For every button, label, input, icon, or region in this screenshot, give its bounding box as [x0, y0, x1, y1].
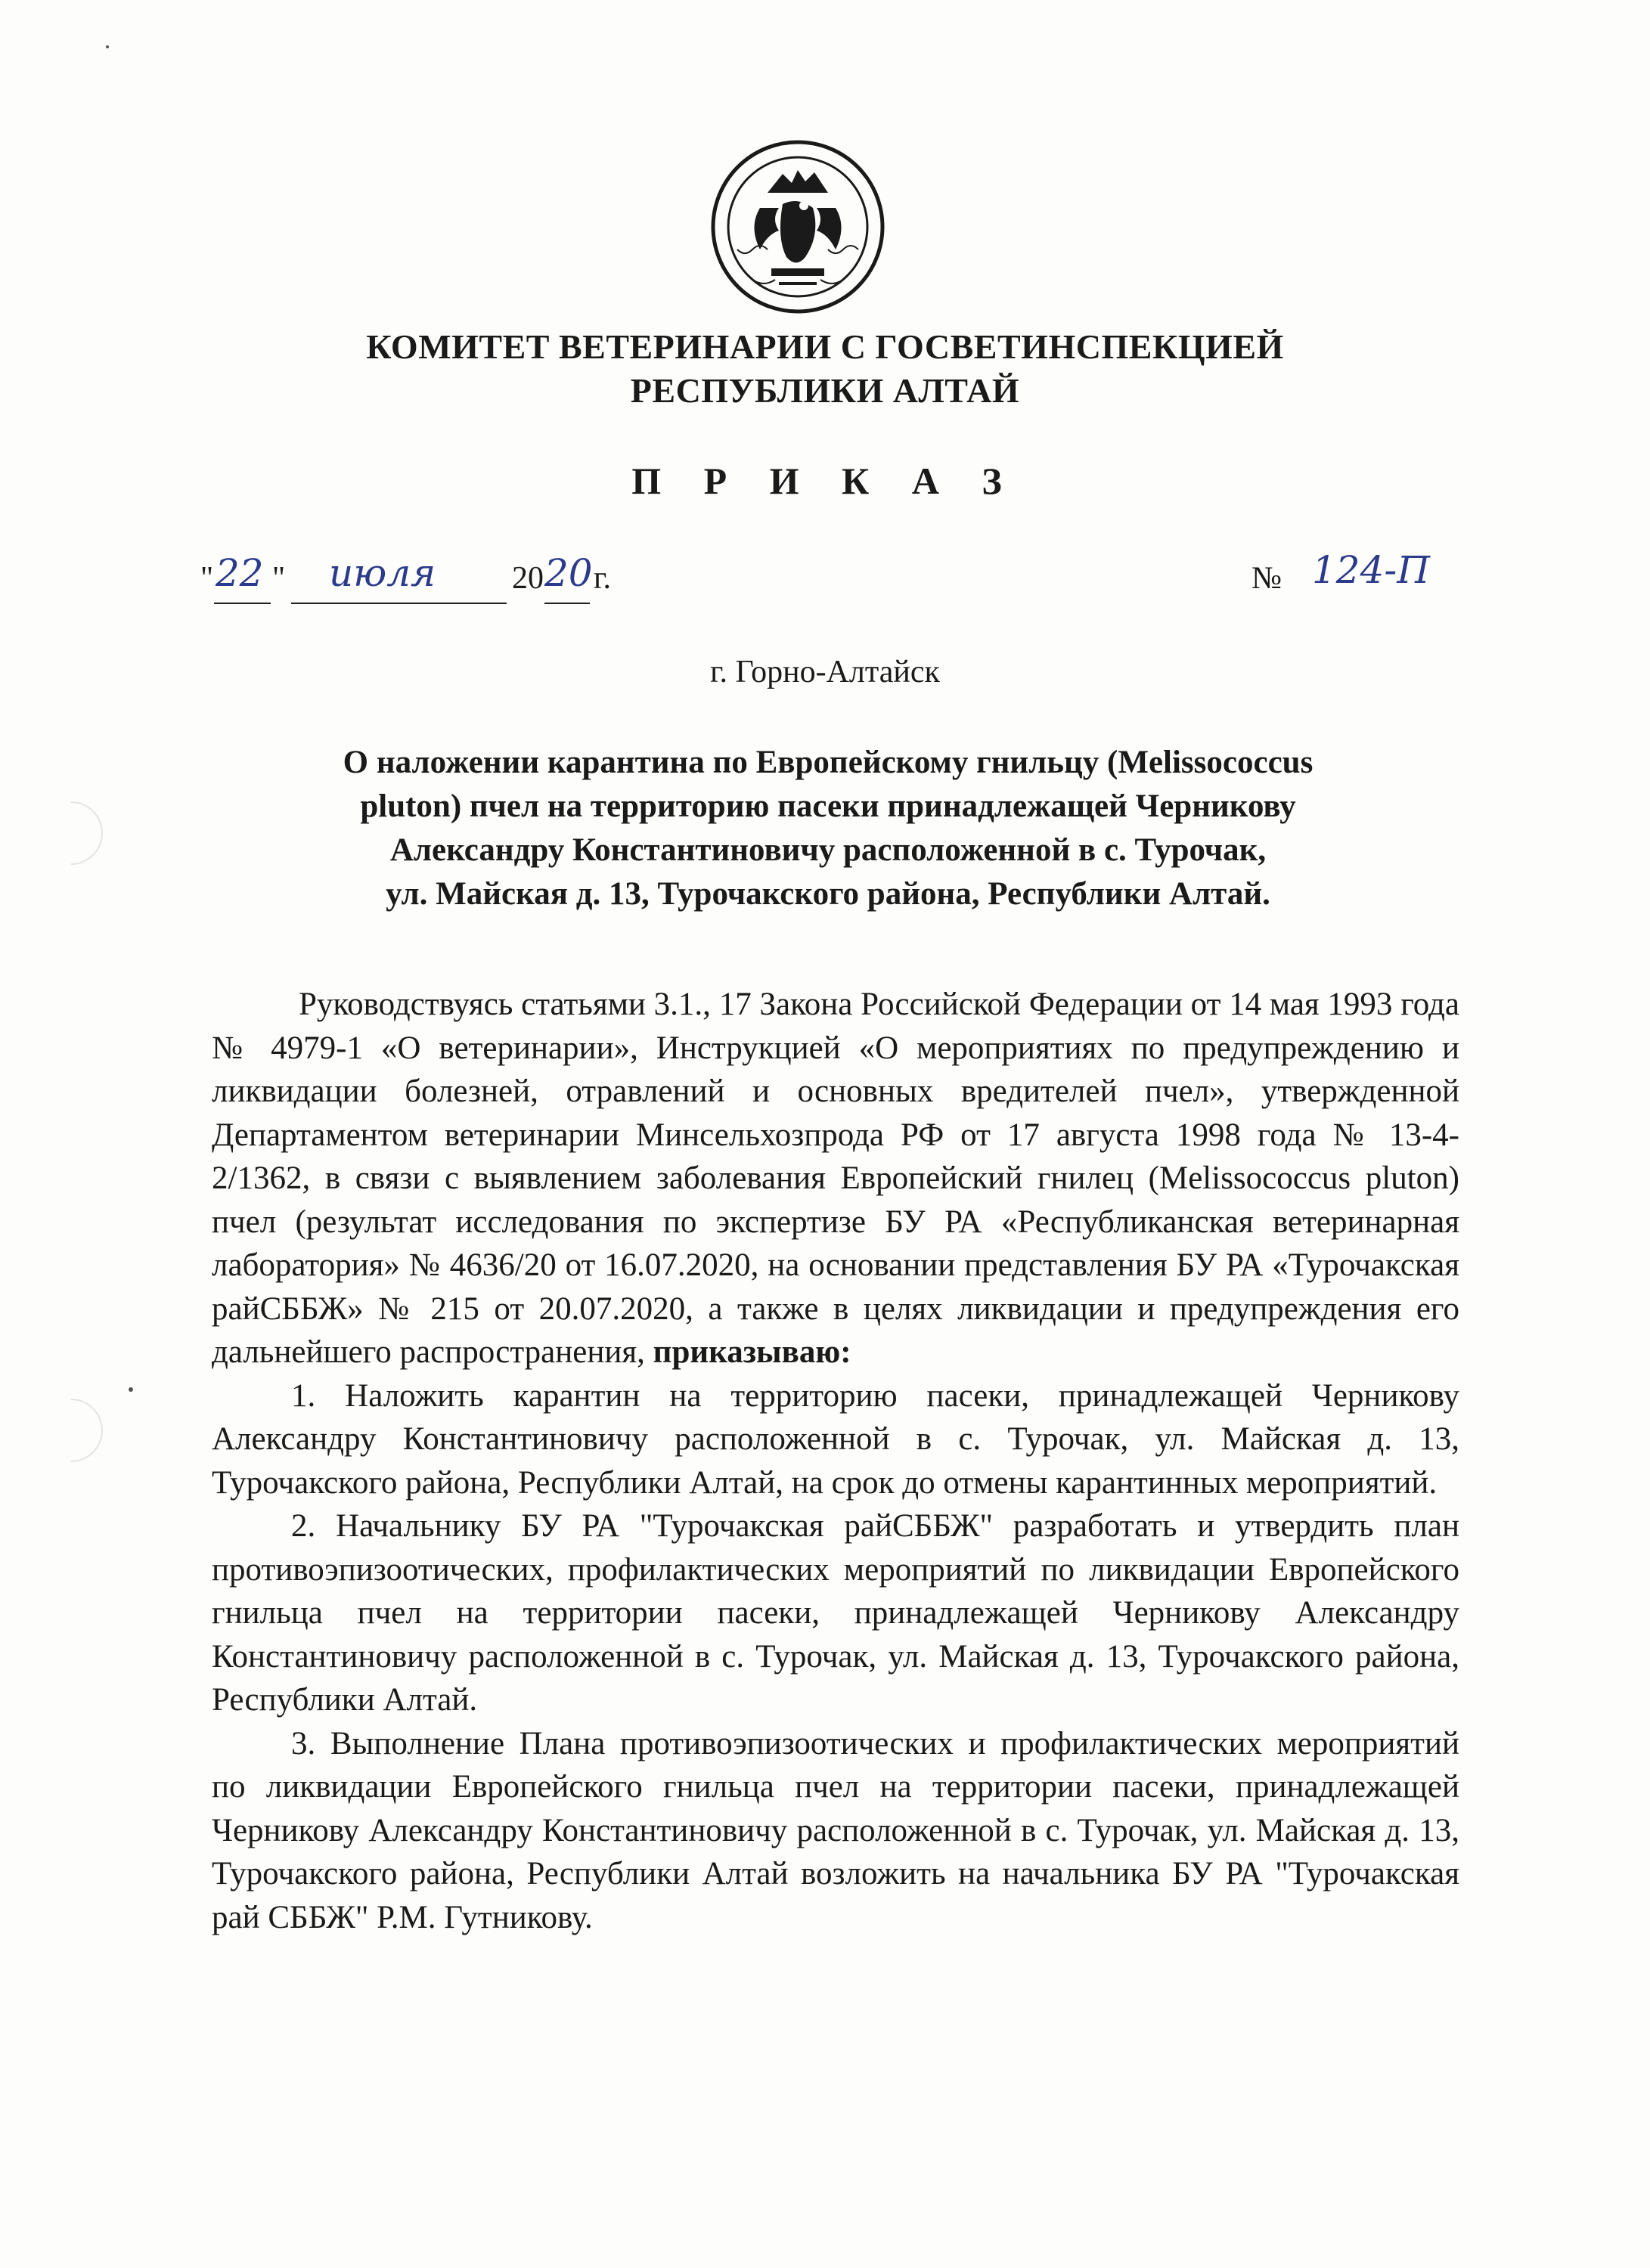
organization-name-line2: РЕСПУБЛИКИ АЛТАЙ: [630, 371, 1020, 410]
order-date: [200, 551, 699, 609]
date-month: июля: [329, 551, 436, 595]
year-underline: [544, 603, 590, 604]
subject-line: pluton) пчел на территорию пасеки принадлежащей Черникову: [360, 789, 1296, 824]
punch-hole-mark: [26, 789, 116, 878]
scan-speck: [106, 45, 109, 48]
city-name: г. Горно-Алтайск: [710, 655, 940, 689]
preamble-text: Руководствуясь статьями 3.1., 17 Закона Российской Федерации от 14 мая 1993 года № 4979-1 «О ветеринарии», Инструкцией «О мероприятиях по предупреждению и ликвидации болезней, отравлений и основных вредителей пчел», утвержденной Департаментом ветеринарии Минсельхозпрода РФ от 17 августа 1998 года № 13-4-2/1362, в связи с выявлением заболевания Европейский гнилец (Melissococcus pluton) пчел (результат исследования по экспертизе БУ РА «Республиканская ветеринарная лаборатория» № 4636/20 от 16.07.2020, на основании представления БУ РА «Турочакская райСББЖ» № 215 от 20.07.2020, а также в целях ликвидации и предупреждения его дальнейшего распространения,: [212, 987, 1459, 1370]
subject-line: ул. Майская д. 13, Турочакского района, Республики Алтай.: [386, 876, 1270, 912]
subject-line: О наложении карантина по Европейскому гнильцу (Melissococcus: [343, 745, 1313, 780]
order-item: 3. Выполнение Плана противоэпизоотических и профилактических мероприятий по ликвидации Европейского гнильца пчел на территории пасеки, принадлежащей Черникову Александру Константиновичу расположенной в с. Турочак, ул. Майская д. 13, Турочакского района, Республики Алтай возложить на начальника БУ РА "Турочакская рай СББЖ" Р.М. Гутникову.: [212, 1725, 1459, 1935]
date-day: 22: [216, 551, 264, 595]
preamble-paragraph: [212, 983, 1459, 1374]
number-value: 124-П: [1312, 548, 1430, 592]
order-subject: [250, 741, 1407, 916]
date-open-quote: ": [200, 561, 214, 596]
number-sign: №: [1251, 561, 1282, 596]
order-item: 2. Начальнику БУ РА "Турочакская райСББЖ" разработать и утвердить план противоэпизоотических, профилактических мероприятий по ликвидации Европейского гнильца пчел на территории пасеки, принадлежащей Черникову Александру Константиновичу расположенной в с. Турочак, ул. Майская д. 13, Турочакского района, Республики Алтай.: [212, 1508, 1459, 1718]
order-item: 1. Наложить карантин на территорию пасеки, принадлежащей Черникову Александру Константиновичу расположенной в с. Турочак, ул. Майская д. 13, Турочакского района, Республики Алтай, на срок до отмены карантинных мероприятий.: [212, 1377, 1459, 1501]
day-underline: [214, 603, 271, 604]
order-body: [212, 983, 1459, 1939]
order-number: [1251, 548, 1478, 609]
date-year-suffix: 20: [544, 551, 593, 595]
date-close-quote: ": [272, 561, 286, 596]
document-title: П Р И К А З: [631, 460, 1019, 502]
punch-hole-mark: [26, 1386, 116, 1476]
date-year-unit: г.: [594, 561, 611, 596]
republic-emblem-icon: [707, 136, 889, 318]
month-underline: [291, 603, 507, 604]
date-year-prefix: 20: [512, 561, 544, 596]
organization-name-line1: КОМИТЕТ ВЕТЕРИНАРИИ С ГОСВЕТИНСПЕКЦИЕЙ: [366, 327, 1284, 366]
order-word: приказываю:: [653, 1334, 851, 1370]
scan-speck: [129, 1387, 133, 1392]
subject-line: Александру Константиновичу расположенной в с. Турочак,: [389, 832, 1267, 868]
